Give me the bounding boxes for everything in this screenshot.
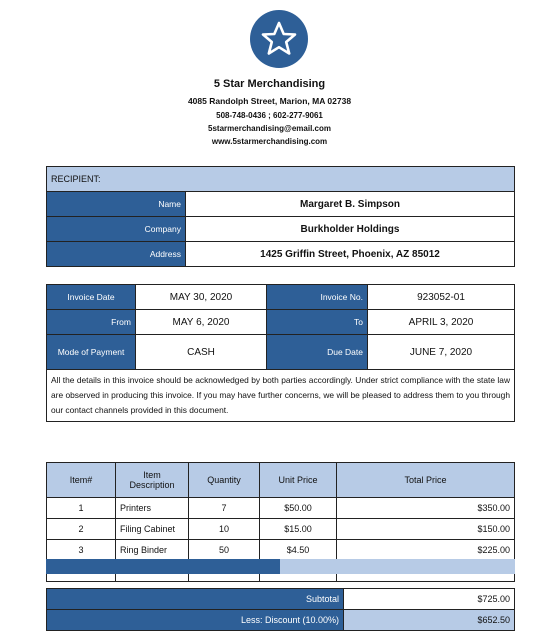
table-row: [47, 540, 515, 561]
recipient-heading: RECIPIENT:: [47, 167, 515, 192]
recipient-name: Margaret B. Simpson: [186, 192, 515, 217]
company-address: 4085 Randolph Street, Marion, MA 02738: [187, 96, 352, 106]
header-description: Item Description: [116, 463, 189, 498]
item-description: Printers: [116, 498, 189, 519]
item-total-price: $225.00: [337, 540, 515, 561]
payment-mode: CASH: [136, 335, 267, 370]
horizontal-scrollbar[interactable]: [46, 559, 515, 574]
discount-label: Less: Discount (10.00%): [47, 610, 344, 631]
invoice-details-table: [46, 284, 515, 422]
from-date: MAY 6, 2020: [136, 310, 267, 335]
header-item-number: Item#: [47, 463, 116, 498]
due-date: JUNE 7, 2020: [368, 335, 515, 370]
to-date: APRIL 3, 2020: [368, 310, 515, 335]
company-name: 5 Star Merchandising: [213, 78, 326, 90]
address-label: Address: [47, 242, 186, 267]
scrollbar-thumb[interactable]: [46, 559, 280, 574]
item-number: 3: [47, 540, 116, 561]
items-header-row: [47, 463, 515, 498]
invoice-note: All the details in this invoice should be acknowledged by both parties accordingly. Under strict compliance with the state law are observed in producing this invoice. If you may have further concerns, we will be pleased to address them to you through our contact channels provided in this document.: [47, 370, 515, 422]
item-quantity: 10: [189, 519, 260, 540]
header-unit-price: Unit Price: [260, 463, 337, 498]
item-unit-price: $15.00: [260, 519, 337, 540]
table-row: [47, 519, 515, 540]
totals-table: [46, 588, 515, 631]
table-row: [47, 498, 515, 519]
subtotal-value: $725.00: [344, 589, 515, 610]
payment-label: Mode of Payment: [47, 335, 136, 370]
recipient-address: 1425 Griffin Street, Phoenix, AZ 85012: [186, 242, 515, 267]
from-label: From: [47, 310, 136, 335]
item-number: 2: [47, 519, 116, 540]
invoice-date-label: Invoice Date: [47, 285, 136, 310]
item-unit-price: $4.50: [260, 540, 337, 561]
subtotal-label: Subtotal: [47, 589, 344, 610]
item-description: Ring Binder: [116, 540, 189, 561]
header-quantity: Quantity: [189, 463, 260, 498]
discount-value: $652.50: [344, 610, 515, 631]
header-total-price: Total Price: [337, 463, 515, 498]
invoice-number: 923052-01: [368, 285, 515, 310]
item-unit-price: $50.00: [260, 498, 337, 519]
item-total-price: $350.00: [337, 498, 515, 519]
company-logo: [250, 10, 308, 68]
recipient-company: Burkholder Holdings: [186, 217, 515, 242]
item-quantity: 50: [189, 540, 260, 561]
company-phone: 508-748-0436 ; 602-277-9061: [216, 111, 323, 120]
invoice-number-label: Invoice No.: [267, 285, 368, 310]
recipient-table: [46, 166, 515, 267]
to-label: To: [267, 310, 368, 335]
star-icon: [259, 19, 299, 59]
invoice-date: MAY 30, 2020: [136, 285, 267, 310]
due-date-label: Due Date: [267, 335, 368, 370]
company-email: 5starmerchandising@email.com: [208, 124, 331, 133]
company-label: Company: [47, 217, 186, 242]
item-total-price: $150.00: [337, 519, 515, 540]
item-number: 1: [47, 498, 116, 519]
item-description: Filing Cabinet: [116, 519, 189, 540]
company-website: www.5starmerchandising.com: [211, 137, 328, 146]
name-label: Name: [47, 192, 186, 217]
item-quantity: 7: [189, 498, 260, 519]
